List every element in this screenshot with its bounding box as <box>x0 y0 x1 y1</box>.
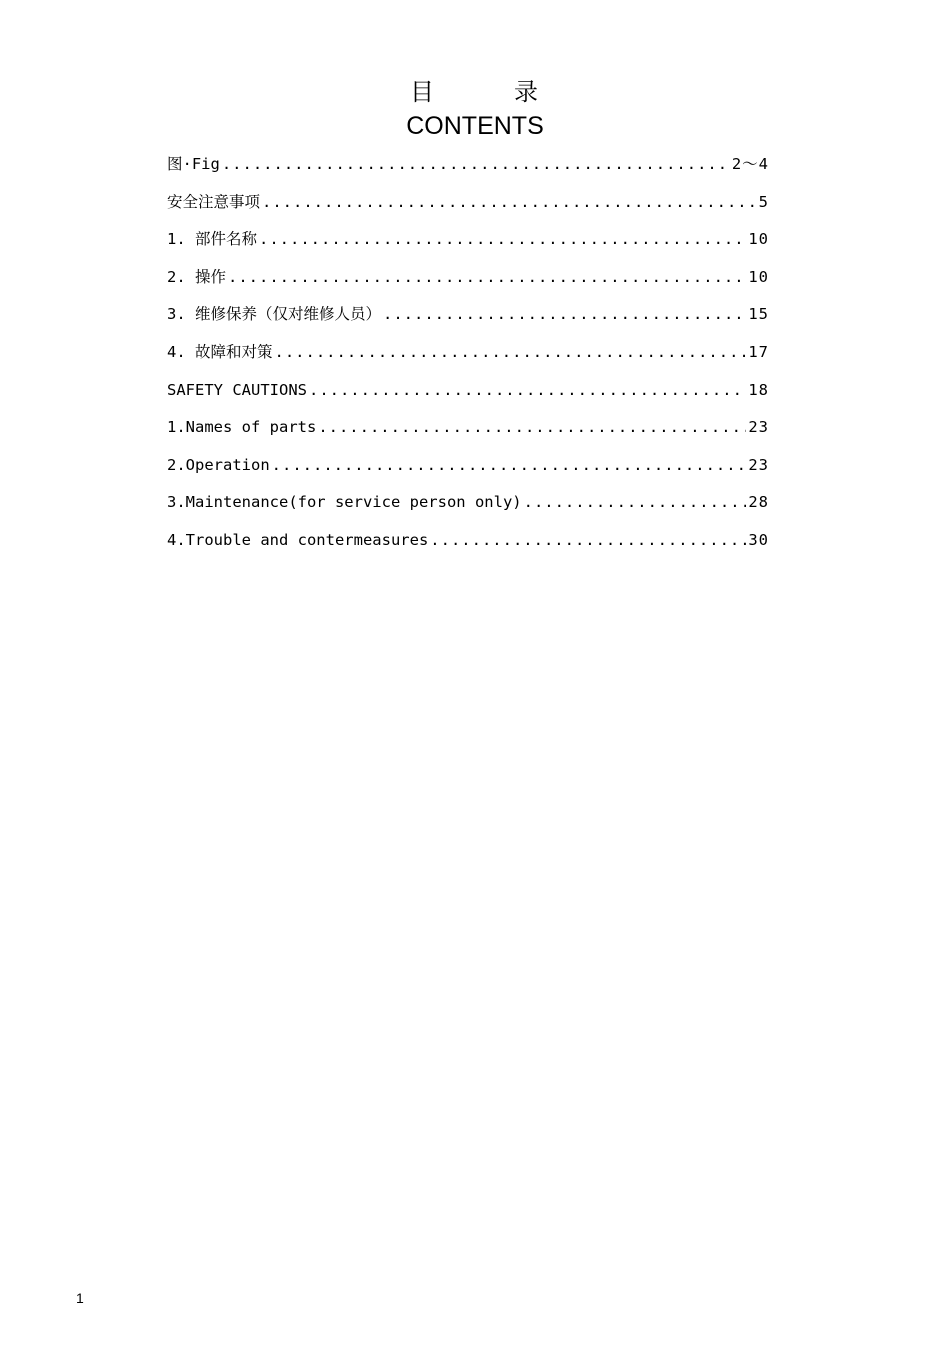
toc-leader-dots <box>309 376 746 404</box>
toc-entry-safety-cn[interactable] <box>167 188 769 226</box>
toc-leader-dots <box>275 338 747 366</box>
title-cn-char-2: 录 <box>514 78 540 106</box>
page-number: 1 <box>76 1290 84 1306</box>
toc-entry-label: 4.Trouble and contermeasures <box>167 530 429 549</box>
toc-entry-label: 图·Fig <box>167 155 220 173</box>
toc-entry-label: 3.Maintenance(for service person only) <box>167 493 522 512</box>
toc-entry-label: 2.Operation <box>167 455 270 474</box>
toc-entry-page: 18 <box>748 380 769 399</box>
page-title-chinese <box>0 76 950 108</box>
toc-leader-dots <box>262 188 757 216</box>
toc-entry-maintenance-cn[interactable] <box>167 300 769 338</box>
toc-leader-dots <box>272 451 747 479</box>
toc-entry-page: 28 <box>748 493 769 512</box>
toc-entry-page: 5 <box>758 192 769 211</box>
toc-entry-label: SAFETY CAUTIONS <box>167 380 307 399</box>
toc-leader-dots <box>259 225 746 253</box>
toc-entry-maintenance-en[interactable] <box>167 488 769 526</box>
toc-entry-page: 17 <box>748 342 769 361</box>
toc-entry-parts-en[interactable] <box>167 413 769 451</box>
toc-leader-dots <box>318 413 746 441</box>
toc-entry-page: 23 <box>748 455 769 474</box>
toc-entry-fig[interactable] <box>167 150 769 188</box>
title-cn-char-1: 目 <box>410 78 436 106</box>
toc-leader-dots <box>383 300 746 328</box>
toc-entry-operation-cn[interactable] <box>167 263 769 301</box>
toc-entry-label: 安全注意事项 <box>167 192 261 211</box>
toc-entry-parts-cn[interactable] <box>167 225 769 263</box>
page-title-english: CONTENTS <box>406 112 544 140</box>
toc-entry-trouble-cn[interactable] <box>167 338 769 376</box>
toc-entry-label: 2. 操作 <box>167 267 226 286</box>
toc-entry-safety-en[interactable] <box>167 376 769 414</box>
toc-entry-page: 2～4 <box>731 155 769 173</box>
toc-entry-label: 4. 故障和对策 <box>167 342 273 361</box>
toc-entry-page: 30 <box>748 530 769 549</box>
toc-entry-page: 23 <box>748 418 769 437</box>
toc-entry-label: 1.Names of parts <box>167 418 317 437</box>
toc-leader-dots <box>524 488 747 516</box>
toc-leader-dots <box>222 150 730 178</box>
toc-entry-page: 10 <box>748 230 769 249</box>
toc-entry-page: 15 <box>748 305 769 324</box>
toc-entry-trouble-en[interactable] <box>167 526 769 564</box>
toc-entry-label: 3. 维修保养（仅对维修人员） <box>167 305 381 324</box>
toc-leader-dots <box>228 263 746 291</box>
toc-leader-dots <box>430 526 746 554</box>
toc-entry-page: 10 <box>748 267 769 286</box>
table-of-contents <box>167 150 769 564</box>
toc-entry-operation-en[interactable] <box>167 451 769 489</box>
toc-entry-label: 1. 部件名称 <box>167 230 257 249</box>
